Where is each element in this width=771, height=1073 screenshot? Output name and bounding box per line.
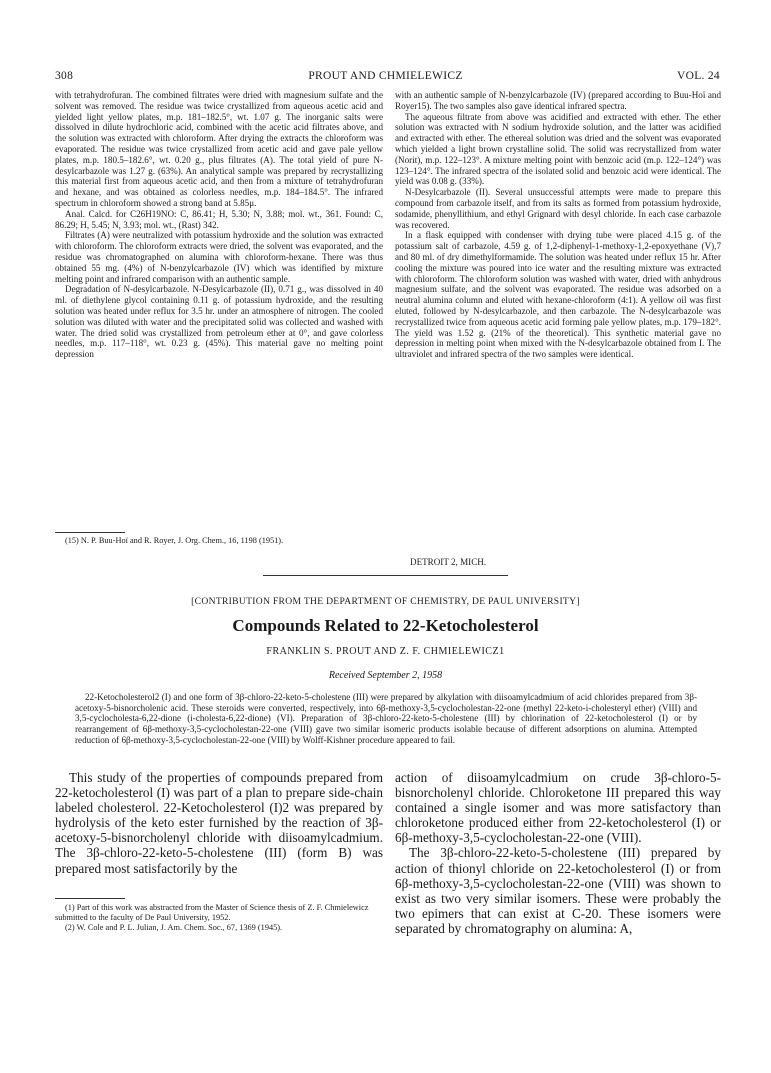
abstract — [75, 692, 697, 746]
paragraph: This study of the properties of compounds prepared from 22-ketocholesterol (I) was part of a plan to prepare side-chain labeled cholesterol. 22-Ketocholesterol (I)2 was prepared by hydrolysis of the keto ester furnished by the reaction of 3β-acetoxy-5-bisnorcholenyl chloride with diisoamylcadmium. The 3β-chloro-22-keto-5-cholestene (III) (form B) was prepared most satisfactorily by the — [55, 770, 383, 876]
volume-label: VOL. 24 — [677, 70, 720, 82]
contribution-line: [CONTRIBUTION FROM THE DEPARTMENT OF CHEMISTRY, DE PAUL UNIVERSITY] — [191, 596, 580, 607]
page-number: 308 — [55, 70, 74, 82]
section-divider — [263, 575, 508, 576]
received-date: Received September 2, 1958 — [328, 670, 443, 681]
paragraph: Anal. Calcd. for C26H19NO: C, 86.41; H, 5.30; N, 3.88; mol. wt., 361. Found: C, 86.29; H, 5.45; N, 3.93; mol. wt., (Rast) 342. — [55, 208, 383, 230]
abstract-text: 22-Ketocholesterol2 (I) and one form of 3β-chloro-22-keto-5-cholestene (III) were prepared by alkylation with diisoamylcadmium of acid chlorides prepared from 3β-acetoxy-5-bisnorcholenic acid. These steroids were converted, respectively, into 6β-methoxy-3,5-cyclocholestan-22-one (methyl 22-keto-i-cholesteryl ether) (VIII) and 3,5-cyclocholesta-6,22-dione (i-cholesta-6,22-dione) (VI). Preparation of 3β-chloro-22-keto-5-cholestene (III) by chlorination of 22-ketocholesterol (I) or by rearrangement of 6β-methoxy-3,5-cyclocholestan-22-one (VIII) gave two similar isomeric products isolable because of different adsorptions on alumina. Attempted reduction of 6β-methoxy-3,5-cyclocholestan-22-one (VIII) by Wolff-Kishner procedure appeared to fail. — [75, 692, 697, 745]
paragraph: with tetrahydrofuran. The combined filtrates were dried with magnesium sulfate and the solvent was removed. The residue was twice crystallized from aqueous acetic acid and yielded light yellow plates, m.p. 181–182.5°, wt. 1.07 g. The inorganic salts were dissolved in dilute hydrochloric acid, combined with the acetic acid filtrates above, and the solution was extracted with chloroform. After drying the extracts the chloroform was evaporated. The residue was twice crystallized from acetic acid and gave pale yellow plates, m.p. 180.5–182.6°, wt. 0.20 g., plus filtrates (A). The total yield of pure N-desylcarbazole was 1.27 g. (63%). An analytical sample was prepared by recrystallizing this material first from aqueous acetic acid, and then from a mixture of tetrahydrofuran and hexane, and was obtained as colorless needles, m.p. 184–184.5°. The infrared spectrum in chloroform showed a strong band at 5.85μ. — [55, 90, 383, 208]
body-footnotes — [55, 903, 383, 933]
body-left-column — [55, 770, 383, 876]
footnote-rule — [55, 532, 125, 533]
body-right-column — [395, 770, 721, 936]
paragraph: action of diisoamylcadmium on crude 3β-chloro-5-bisnorcholenyl chloride. Chloroketone III prepared this way contained a single isomer and was more satisfactory than chloroketone produced either from 22-ketocholesterol (I) or 6β-methoxy-3,5-cyclocholestan-22-one (VIII). — [395, 770, 721, 846]
paragraph: Degradation of N-desylcarbazole. N-Desylcarbazole (II), 0.71 g., was dissolved in 40 ml. of diethylene glycol containing 0.11 g. of potassium hydroxide, and the resulting solution was heated under reflux for 3.5 hr. under an atmosphere of nitrogen. The cooled solution was diluted with water and the precipitated solid was collected and washed with water. The dried solid was crystallized from petroleum ether at 0°, and gave colorless needles, m.p. 117–118°, wt. 0.23 g. (45%). This material gave no melting point depression — [55, 284, 383, 360]
left-footnotes — [55, 536, 383, 546]
footnote-2: (2) W. Cole and P. L. Julian, J. Am. Chem. Soc., 67, 1369 (1945). — [65, 923, 283, 932]
authors: FRANKLIN S. PROUT AND Z. F. CHMIELEWICZ1 — [266, 646, 505, 657]
paragraph: N-Desylcarbazole (II). Several unsuccessful attempts were made to prepare this compound from carbazole itself, and from its salts as formed from potassium hydroxide, sodamide, phenyllithium, and ethyl Grignard with desyl chloride. In each case carbazole was recovered. — [395, 187, 721, 230]
running-title: PROUT AND CHMIELEWICZ — [308, 70, 463, 82]
location: DETROIT 2, MICH. — [410, 557, 487, 567]
footnote-15: (15) N. P. Buu-Hoï and R. Royer, J. Org. Chem., 16, 1198 (1951). — [65, 536, 284, 545]
paragraph: The aqueous filtrate from above was acidified and extracted with ether. The ether solution was extracted with N sodium hydroxide solution, and the latter was acidified and extracted with ether. The ethereal solution was dried and the solvent was evaporated which yielded a light brown crystalline solid. The solid was recrystallized from water (Norit), m.p. 122–123°. A mixture melting point with benzoic acid (m.p. 122–124°) was 123–124°. The infrared spectra of the isolated solid and benzoic acid were identical. The yield was 0.08 g. (33%). — [395, 111, 721, 187]
paragraph: with an authentic sample of N-benzylcarbazole (IV) (prepared according to Buu-Hoï and Royer15). The two samples also gave identical infrared spectra. — [395, 90, 721, 111]
right-column — [395, 90, 721, 360]
paragraph: The 3β-chloro-22-keto-5-cholestene (III) prepared by action of thionyl chloride on 22-ketocholesterol (I) or from 6β-methoxy-3,5-cyclocholestan-22-one (VIII) was shown to exist as two very similar isomers. These were probably the two epimers that can exist at C-20. These isomers were separated by chromatography on alumina: A, — [395, 845, 721, 936]
paragraph: In a flask equipped with condenser with drying tube were placed 4.15 g. of the potassium salt of carbazole, 4.59 g. of 1,2-diphenyl-1-methoxy-1,2-epoxyethane (V),7 and 80 ml. of dry dimethylformamide. The solution was heated under reflux 15 hr. After cooling the mixture was poured into ice water and the resulting mixture was extracted with chloroform. The chloroform solution was washed with water, dried with anhydrous magnesium sulfate, and the solvent was evaporated. The residue was adsorbed on a neutral alumina column and eluted with hexane-chloroform (4:1). A yellow oil was first eluted, followed by N-desylcarbazole, and then carbazole. The N-desylcarbazole was recrystallized twice from aqueous acetic acid forming pale yellow plates, m.p. 179–182°. The yield was 1.52 g. (21% of the theoretical). This synthetic material gave no depression in melting point when mixed with the N-desylcarbazole obtained from I. The ultraviolet and infrared spectra of the two samples were identical. — [395, 230, 721, 360]
left-column — [55, 90, 383, 360]
paragraph: Filtrates (A) were neutralized with potassium hydroxide and the solution was extracted with chloroform. The chloroform extracts were dried, the solvent was evaporated, and the residue was chromatographed on alumina with chloroform-hexane. There was thus obtained 55 mg. (4%) of N-benzylcarbazole (IV) which was identified by mixture melting point and infrared comparison with an authentic sample. — [55, 230, 383, 284]
footnote-1: (1) Part of this work was abstracted from the Master of Science thesis of Z. F. Chmielewicz submitted to the faculty of De Paul University, 1952. — [55, 903, 369, 922]
article-title: Compounds Related to 22-Ketocholesterol — [232, 616, 539, 635]
footnote-rule — [55, 898, 125, 899]
